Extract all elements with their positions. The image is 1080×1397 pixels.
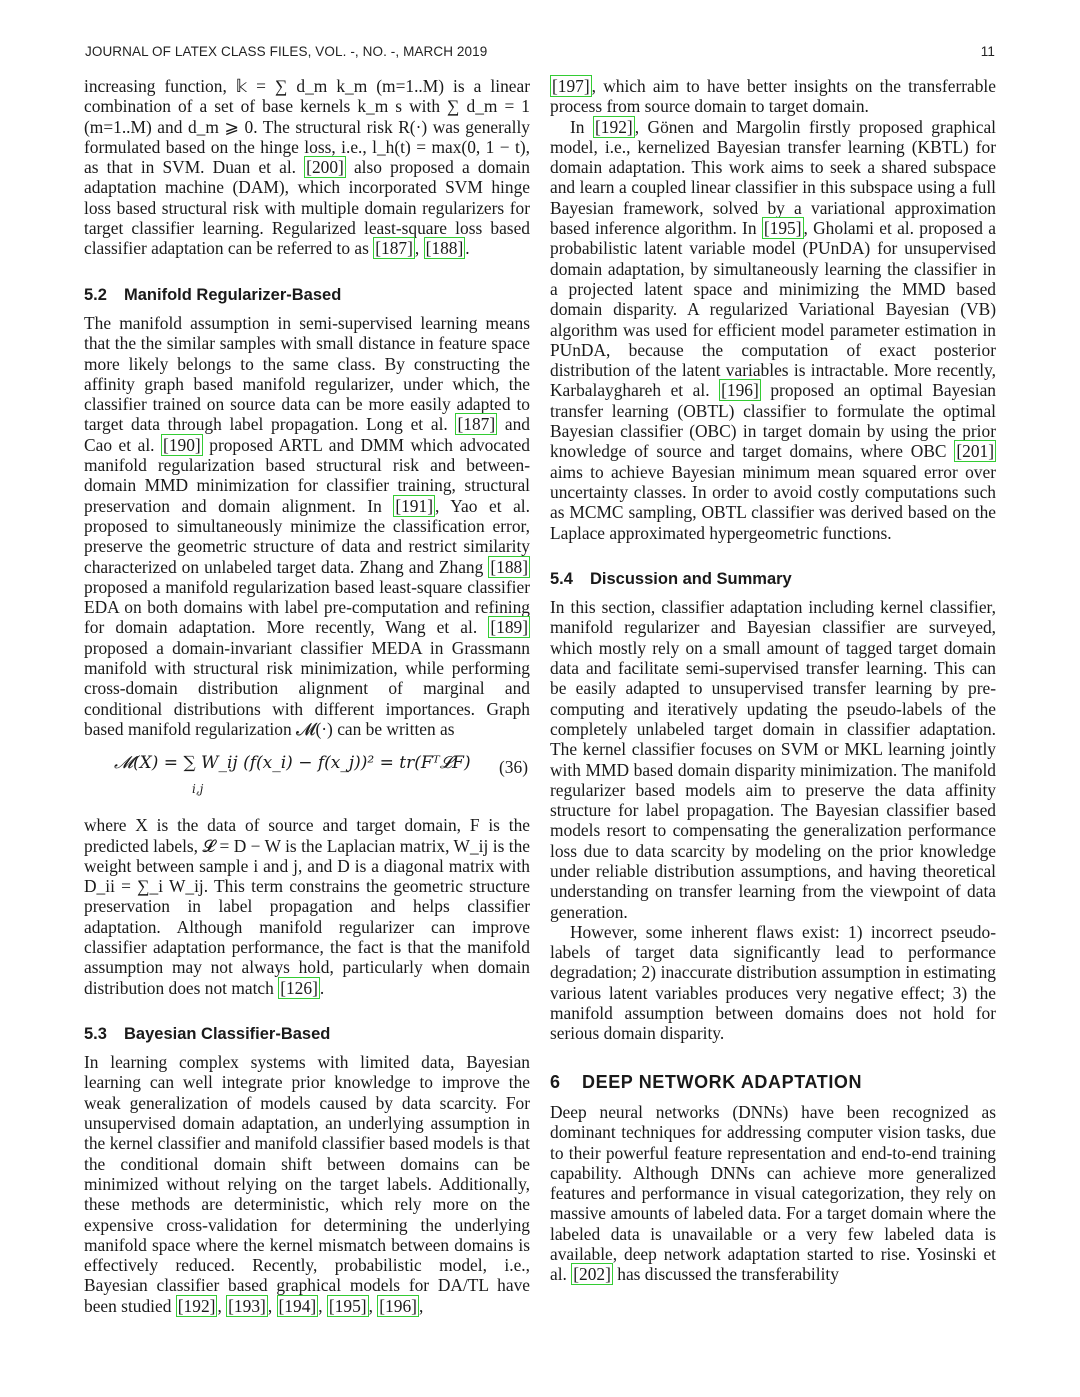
text-run: The manifold assumption in semi-supervised learning means that the the similar samples with small distance in feature space more likely belongs to the same class. By constructing the affinity graph based manifold regularizer, under which, the classifier trained on source data can be more easily adapted to target data through label propagation. Long et al.: [84, 312, 530, 435]
intro-text-a: increasing function, 𝕜 = ∑ d_m k_m (m=1..M) is a linear combination of a set of base kernels k_m s with ∑ d_m = 1 (m=1..M) and d_m ⩾ 0. The structural risk R(·) was generally formulated based on the hinge loss, i.e., l_h(t) = max(0, 1 − t), as that in SVM. Duan et al.: [84, 76, 530, 178]
section-number: 5.3: [84, 1024, 107, 1043]
citation-link[interactable]: [190]: [163, 434, 201, 455]
citation-link[interactable]: [187]: [375, 238, 413, 259]
citation-link[interactable]: [188]: [490, 556, 528, 577]
citation-link[interactable]: [188]: [425, 238, 464, 259]
manifold-paragraph: [84, 313, 530, 739]
section-heading-6: [550, 1072, 996, 1092]
citation-link[interactable]: [201]: [956, 441, 994, 462]
citation-link[interactable]: [193]: [228, 1295, 266, 1316]
text-run: , Yao et al. proposed to simultaneously minimize the classification error, preserve the geometric structure of data and restrict similarity characterized on unlabeled target data. Zhang and Zhang: [84, 495, 530, 577]
citation-link[interactable]: [196]: [721, 380, 759, 401]
section-number: 5.4: [550, 569, 573, 588]
intro-paragraph: increasing function, 𝕜 = ∑ d_m k_m (m=1..M) is a linear combination of a set of base kernels k_m s with ∑ d_m = 1 (m=1..M) and d_m ⩾ 0. The structural risk R(·) was generally formulated based on the hinge loss, i.e., l_h(t) = max(0, 1 − t), as that in SVM. Duan et al. [200] also proposed a domain adaptation machine (DAM), which incorporated SVM hinge loss based structural risk with multiple domain regularizers for target classifier learning. Regularized least-square loss based classifier adaptation can be referred to as [187] , [188] .: [84, 76, 530, 259]
text-run: proposed a domain-invariant classifier MEDA in Grassmann manifold with structural risk minimization, while performing cross-domain distribution alignment of marginal and conditional distributions with different importances. Graph based manifold regularization 𝓜(·) can be written as: [84, 637, 530, 739]
intro-text-b: also proposed a domain adaptation machine (DAM), which incorporated SVM hinge loss based structural risk with multiple domain regularizers for target classifier learning. Regularized least-square loss based classifier adaptation can be referred to as: [84, 157, 530, 259]
text-run: In learning complex systems with limited data, Bayesian learning can well integrate prior knowledge to improve the weak generalization of models caused by data scarcity. For unsupervised domain adaptation, an underlying assumption in the kernel classifier and manifold classifier based models is that the conditional domain shift between domains can be minimized without relying on the target labels. Additionally, these methods are deterministic, which rely more on the expensive cross-validation for determining the underlying manifold space where the kernel mismatch between domains is effectively reduced. Recently, probabilistic model, i.e., Bayesian classifier based graphical models for DA/TL have been studied: [84, 1052, 530, 1316]
equation-body: 𝓜(X) = ∑ W_ij (f(x_i) − f(x_j))² = tr(Fᵀ𝓛F): [114, 753, 471, 774]
citation-link[interactable]: [191]: [395, 495, 433, 516]
section-number: 5.2: [84, 285, 107, 304]
running-header: [85, 44, 995, 64]
bayesian-paragraph: In learning complex systems with limited data, Bayesian learning can well integrate prior knowledge to improve the weak generalization of models caused by data scarcity. For unsupervised domain adaptation, an underlying assumption in the kernel classifier and manifold classifier based models is that the conditional domain shift between domains can be minimized without relying on the target labels. Additionally, these methods are deterministic, which rely more on the expensive cross-validation for determining the underlying manifold space where the kernel mismatch between domains is effectively reduced. Recently, probabilistic model, i.e., Bayesian classifier based graphical models for DA/TL have been studied [192] , [193] , [194] , [195] , [196] ,: [84, 1052, 530, 1316]
text-run: In: [570, 116, 594, 137]
citation-link[interactable]: [187]: [457, 414, 496, 435]
citation-link[interactable]: [196]: [379, 1295, 417, 1316]
section-title: Bayesian Classifier-Based: [124, 1024, 331, 1043]
citation-link[interactable]: [126]: [280, 977, 318, 998]
text-run: In this section, classifier adaptation including kernel classifier, manifold regularizer and Bayesian classifier are surveyed, which mostly rely on a small amount of tagged target domain data and facilitate semi-supervised transfer learning. This can be easily adapted to unsupervised transfer learning by pre-computing and iteratively updating the pseudo-labels of the completely unlabeled target domain in classifier adaptation. The kernel classifier focuses on SVM or MKL learning jointly with MMD based domain disparity minimization. The manifold regularizer based models aim to preserve the data affinity structure for label propagation. The Bayesian classifier based models resort to compensating the generalization performance loss due to data scarcity by modeling on the prior knowledge under reliable distribution assumptions, and having theoretical understanding on transfer learning from the viewpoint of data generation.: [550, 597, 996, 922]
section-title: Manifold Regularizer-Based: [124, 285, 342, 304]
deep-network-paragraph: [550, 1102, 996, 1285]
text-run: has discussed the transferability: [612, 1264, 839, 1285]
section-title: Discussion and Summary: [590, 569, 792, 588]
citation-link[interactable]: [195]: [328, 1295, 367, 1316]
text-run: , Gholami et al. proposed a probabilistic latent variable model (PUnDA) for unsupervised domain adaptation, by simultaneously learning the classifier in a projected latent space and minimizing the MMD based domain disparity. A regularized Variational Bayesian (VB) algorithm was used for efficient model parameter estimation in PUnDA, because the computation of exact posterior distribution of the latent variables is intractable. More recently, Karbalayghareh et al.: [550, 218, 996, 401]
text-run: However, some inherent flaws exist: 1) incorrect pseudo-labels of target data significantly lead to performance degradation; 2) inaccurate distribution assumption in estimating various latent variables produces very negative effect; 3) the manifold assumption between domains does not hold for serious domain disparity.: [550, 921, 996, 1044]
equation-number: (36): [499, 757, 528, 778]
left-column: [84, 76, 530, 1316]
citation-link[interactable]: [192]: [177, 1295, 216, 1316]
citation-link[interactable]: [202]: [573, 1264, 611, 1285]
citation-link[interactable]: [197]: [552, 76, 590, 96]
text-run: , which aim to have better insights on the transferrable process from source domain to target domain.: [550, 76, 996, 117]
equation-subscript: i,j: [192, 782, 204, 797]
text-run: aims to achieve Bayesian minimum mean squared error over uncertainty classes. In order to avoid costly computations such as MCMC sampling, OBTL classifier was derived based on the Laplace approximated hypergeometric functions.: [550, 461, 996, 543]
section-title: DEEP NETWORK ADAPTATION: [582, 1071, 863, 1092]
right-column: [550, 76, 996, 1285]
summary-paragraph: [550, 597, 996, 922]
manifold-explanation-paragraph: where X is the data of source and target domain, F is the predicted labels, 𝓛 = D − W is the Laplacian matrix, W_ij is the weight between sample i and j, and D is a diagonal matrix with D_ii = ∑_i W_ij. This term constrains the geometric structure preservation in label propagation and helps classifier adaptation. Although manifold regularizer can improve classifier adaptation performance, the fact is that the manifold assumption may not always hold, particularly when domain distribution does not match [126] .: [84, 815, 530, 998]
text-run: Deep neural networks (DNNs) have been recognized as dominant techniques for addressing computer vision tasks, due to their powerful feature representation and end-to-end training capability. Although DNNs can achieve more generalized features and performance in visual categorization, they rely on massive amounts of labeled data. For a target domain where the labeled data is unavailable or a very few labeled data is available, deep network adaptation started to rise. Yosinski et al.: [550, 1101, 996, 1285]
section-heading-5-4: [550, 569, 996, 589]
text-run: proposed ARTL and DMM which advocated manifold regularization based structural risk and between-domain MMD minimization for classifier training, structural preservation and domain alignment. In: [84, 434, 530, 516]
section-heading-5-3: [84, 1024, 530, 1044]
section-heading-5-2: [84, 285, 530, 305]
journal-title: JOURNAL OF LATEX CLASS FILES, VOL. -, NO. -, MARCH 2019: [85, 44, 488, 59]
equation-36: [84, 745, 530, 805]
text-run: and Cao et al.: [84, 414, 530, 455]
text-run: proposed an optimal Bayesian transfer learning (OBTL) classifier to formulate the optimal Bayesian classifier (OBC) in target domain by using the prior knowledge of source and target domains, where OBC: [550, 380, 997, 462]
citation-link[interactable]: [194]: [278, 1295, 317, 1316]
citation-link[interactable]: [195]: [763, 218, 802, 239]
continued-paragraph: [550, 76, 996, 117]
section-number: 6: [550, 1071, 561, 1092]
text-run: , Gönen and Margolin firstly proposed graphical model, i.e., kernelized Bayesian transfer learning (KBTL) for domain adaptation. This work aims to seek a shared subspace and learn a coupled linear classifier in this subspace using a full Bayesian framework, solved by a variational approximation based inference algorithm. In: [550, 116, 996, 239]
flaws-paragraph: [550, 922, 996, 1044]
citation-link[interactable]: [200]: [306, 157, 344, 178]
text-run: proposed a manifold regularization based least-square classifier EDA on both domains with label pre-computation and refining for domain adaptation. More recently, Wang et al.: [84, 576, 530, 638]
page-number: 11: [980, 44, 995, 59]
text-run: where X is the data of source and target domain, F is the predicted labels, 𝓛 = D − W is the Laplacian matrix, W_ij is the weight between sample i and j, and D is a diagonal matrix with D_ii = ∑_i W_ij. This term constrains the geometric structure preservation in label propagation and helps classifier adaptation. Although manifold regularizer can improve classifier adaptation performance, the fact is that the manifold assumption may not always hold, particularly when domain distribution does not match: [84, 815, 530, 998]
citation-link[interactable]: [189]: [490, 617, 528, 638]
citation-link[interactable]: [192]: [595, 116, 633, 137]
graphical-model-paragraph: [550, 117, 996, 543]
